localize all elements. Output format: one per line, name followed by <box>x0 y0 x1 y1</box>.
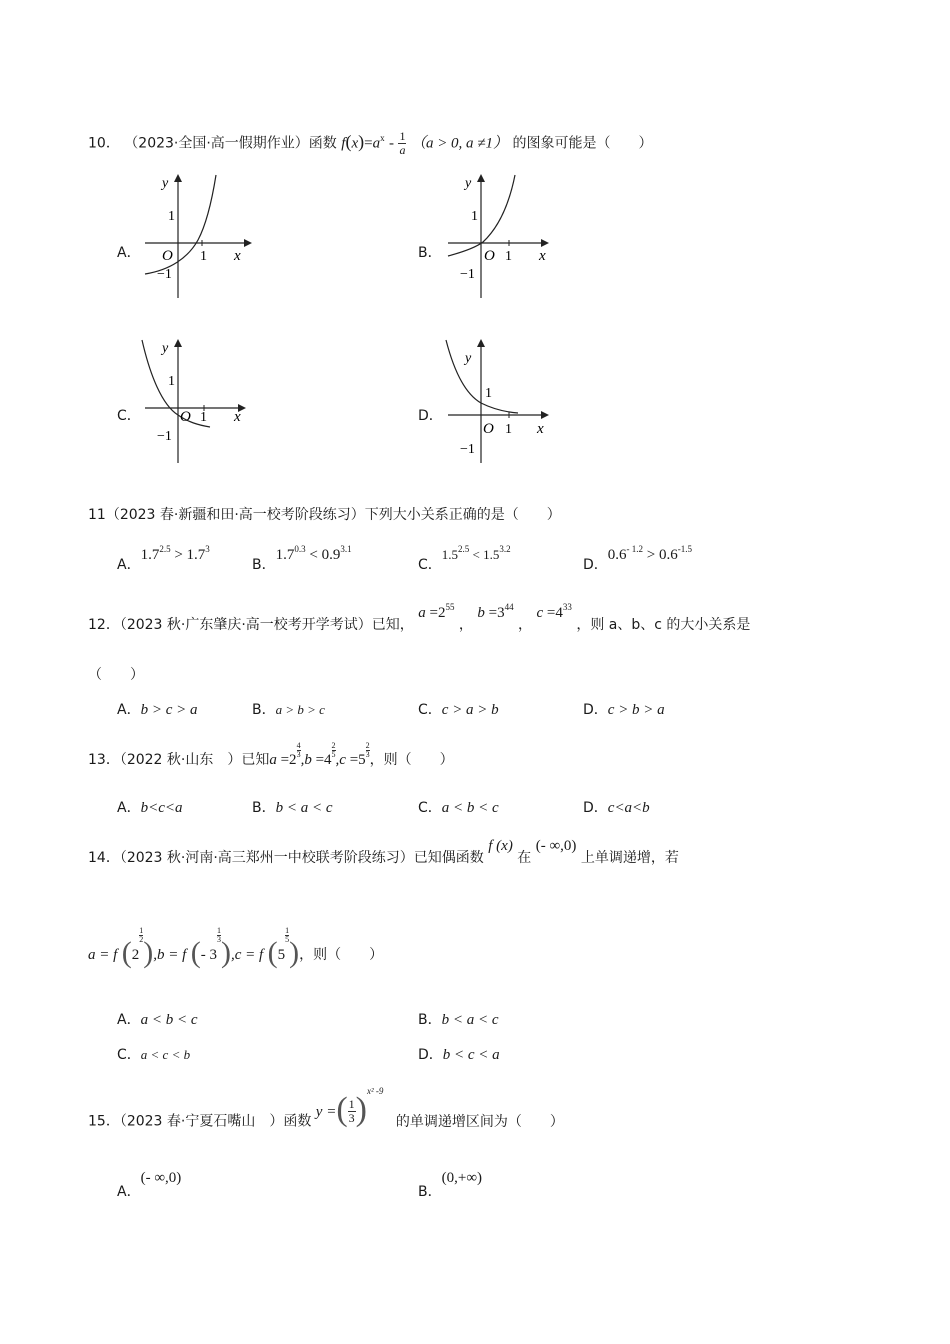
label-neg1: −1 <box>157 429 172 444</box>
q10-fraction <box>398 130 406 157</box>
q14-tail: 上单调递增，若 <box>580 850 679 866</box>
label-neg1: −1 <box>157 267 172 282</box>
q14-then: ，则（ ） <box>299 947 384 963</box>
q15-option-a-label: A． <box>117 1184 141 1200</box>
q15-tail: 的单调递增区间为（ ） <box>395 1113 564 1130</box>
q15-text: 15．（2023 春·宁夏石嘴山 ）函数 <box>88 1113 312 1130</box>
q10-graph-c[interactable] <box>140 335 255 465</box>
q11-stem: 11（2023 春·新疆和田·高一校考阶段练习）下列大小关系正确的是（ ） <box>88 507 561 523</box>
exp1: 2.5 <box>458 544 470 554</box>
q10-eq: = <box>364 135 373 152</box>
q15-option-b-label: B． <box>418 1184 442 1200</box>
exp1: 0.3 <box>294 544 306 554</box>
q12-option-b-label: B． <box>252 702 276 718</box>
q14-stem <box>88 838 679 868</box>
q14-b-base: - 3 <box>200 947 217 963</box>
label-y: y <box>465 176 472 191</box>
q15-option-a[interactable] <box>117 1168 182 1200</box>
q14-in: 在 <box>517 850 532 866</box>
q12-b-exp: 44 <box>504 602 514 612</box>
q11-option-a[interactable] <box>117 544 210 573</box>
q13-a-exp-den: 3 <box>296 750 301 759</box>
q12-c-var: c <box>536 605 544 621</box>
q12-option-c-label: C． <box>418 702 442 718</box>
q10-option-b-label[interactable]: B． <box>418 245 442 261</box>
q13-option-a-expr: b<c<a <box>140 800 183 816</box>
q13-c-exp-den: 3 <box>365 750 370 759</box>
q15-option-b[interactable] <box>418 1168 483 1200</box>
q13-option-d[interactable] <box>583 798 650 818</box>
q14-option-b-label: B． <box>418 1012 442 1028</box>
label-1y: 1 <box>485 386 492 401</box>
q10-option-d-label[interactable]: D． <box>418 408 443 424</box>
q10-stem: 10． （2023·全国·高一假期作业）函数 $f(x)=a^x$ - $\frac{1}{a}$ （a > 0, a ≠1） 的图象可能是（ ） <box>88 129 653 157</box>
q13-a-eq: =2 <box>276 752 297 768</box>
q10-func: f <box>341 135 346 152</box>
q10-option-a-label[interactable]: A． <box>117 245 141 261</box>
label-1x: 1 <box>200 249 207 264</box>
q12-option-d-label: D． <box>583 702 608 718</box>
q10-x: x <box>351 135 359 152</box>
y-axis-arrow-icon <box>477 339 485 347</box>
x-axis-arrow-icon <box>541 411 549 419</box>
q12-c-exp: 33 <box>562 602 572 612</box>
q13-option-c-label: C． <box>418 800 442 816</box>
q14-a-expr: a = f <box>88 947 118 963</box>
q13-option-b-label: B． <box>252 800 276 816</box>
q14-option-a[interactable] <box>117 1010 197 1030</box>
q10-graph-a[interactable] <box>140 170 255 300</box>
q15-fraction <box>348 1098 356 1125</box>
q12-b-var: b <box>477 605 485 621</box>
q13-option-d-label: D． <box>583 800 608 816</box>
q13-stem <box>88 741 454 770</box>
q12-a-exp: 55 <box>445 602 455 612</box>
label-neg1: −1 <box>460 267 475 282</box>
q13-a-var: a <box>269 752 277 768</box>
op: < <box>305 547 322 563</box>
base2: 0.9 <box>321 547 341 563</box>
q14-text: 14．（2023 秋·河南·高三郑州一中校联考阶段练习）已知偶函数 <box>88 850 484 866</box>
q10-number: 10． <box>88 135 120 152</box>
q12-option-c[interactable] <box>418 700 499 720</box>
label-x: x <box>234 409 241 425</box>
exp2: 3.1 <box>340 544 352 554</box>
q15-frac-num: 1 <box>348 1097 355 1111</box>
q13-c-eq: =5 <box>345 752 366 768</box>
q11-option-a-label: A． <box>117 557 141 573</box>
q14-a-base: 2 <box>131 947 140 963</box>
q14-option-b-expr: b < a < c <box>441 1012 499 1028</box>
q12-comma-2: ， <box>518 617 533 633</box>
q15-stem: 15．（2023 春·宁夏石嘴山 ）函数 y =( $\frac{1}{3}$ )$^{x^2 -9}$ 的单调递增区间为（ ） <box>88 1085 564 1130</box>
q12-option-b[interactable] <box>252 700 325 720</box>
exp2: -1.5 <box>677 544 692 554</box>
q10-frac-num: 1 <box>399 129 406 143</box>
q13-b-exp <box>332 742 336 759</box>
q14-b-expr: ,b = f <box>153 947 187 963</box>
op: > <box>170 547 187 563</box>
q13-option-d-expr: c<a<b <box>607 800 650 816</box>
label-neg1: −1 <box>460 442 475 457</box>
q14-c-base: 5 <box>277 947 286 963</box>
q12-option-a[interactable] <box>117 700 197 720</box>
q14-option-a-label: A． <box>117 1012 141 1028</box>
q15-option-b-expr: (0,+∞) <box>441 1170 483 1186</box>
q12-b-eq: =3 <box>484 605 505 621</box>
q12-text: 12．（2023 秋·广东肇庆·高一校考开学考试）已知， <box>88 617 414 633</box>
q14-option-c[interactable] <box>117 1045 190 1065</box>
q10-graph-b[interactable] <box>443 170 558 300</box>
q11-option-c-label: C． <box>418 557 442 573</box>
q14-func: f (x) <box>488 838 513 854</box>
q13-b-exp-den: 5 <box>331 750 336 759</box>
label-origin: O <box>483 421 494 437</box>
q13-a-exp-num: 4 <box>296 741 301 750</box>
q12-option-b-expr: a > b > c <box>275 702 325 717</box>
exp2: 3 <box>205 544 210 554</box>
q12-option-c-expr: c > a > b <box>441 702 499 718</box>
q10-graph-d[interactable] <box>443 335 558 465</box>
q15-y-eq: y = <box>315 1103 337 1120</box>
q10-source: （2023·全国·高一假期作业）函数 <box>124 135 337 152</box>
q15-exp: x² -9 <box>366 1085 384 1096</box>
q13-c-exp <box>366 742 370 759</box>
q13-c-exp-num: 2 <box>365 741 370 750</box>
exp1: - 1.2 <box>626 544 644 554</box>
q13-c-var: ,c <box>335 752 346 768</box>
label-x: x <box>539 248 546 264</box>
base2: 1.5 <box>483 547 500 562</box>
q13-option-a[interactable] <box>117 798 182 818</box>
exp1: 2.5 <box>159 544 171 554</box>
q10-a: a <box>372 135 381 152</box>
label-1y: 1 <box>168 209 175 224</box>
q14-a-exp-num: 1 <box>139 926 144 935</box>
label-x: x <box>537 421 544 437</box>
base1: 1.5 <box>441 547 459 562</box>
q14-c-exp-den: 5 <box>285 935 290 944</box>
base2: 1.7 <box>186 547 206 563</box>
base2: 0.6 <box>659 547 678 563</box>
base1: 1.7 <box>140 547 160 563</box>
label-1x: 1 <box>505 249 512 264</box>
label-y: y <box>162 176 169 191</box>
label-origin: O <box>484 248 495 264</box>
q14-b-exp-num: 1 <box>217 926 221 935</box>
q14-c-exp-num: 1 <box>285 926 290 935</box>
q12-stem <box>88 602 751 636</box>
q12-option-a-expr: b > c > a <box>140 702 198 718</box>
q13-option-c[interactable] <box>418 798 499 818</box>
exp2: 3.2 <box>499 544 511 554</box>
label-x: x <box>234 248 241 264</box>
q11-option-d-label: D． <box>583 557 608 573</box>
q13-option-b-expr: b < a < c <box>275 800 333 816</box>
q11-option-b[interactable] <box>252 544 352 573</box>
q14-option-c-expr: a < c < b <box>140 1047 191 1062</box>
q12-tail: ，则 a、b、c 的大小关系是 <box>576 617 751 633</box>
base1: 1.7 <box>275 547 295 563</box>
q12-option-a-label: A． <box>117 702 141 718</box>
op: > <box>643 547 659 563</box>
q10-sup-x: x <box>380 132 385 143</box>
q12-c-eq: =4 <box>543 605 563 621</box>
q14-option-d[interactable] <box>418 1045 500 1065</box>
q10-minus: - <box>389 135 395 152</box>
q10-tail: 的图象可能是（ ） <box>512 135 653 152</box>
curve-d <box>446 340 518 413</box>
base1: 0.6 <box>607 547 627 563</box>
q13-option-b[interactable] <box>252 798 333 818</box>
q14-option-b[interactable] <box>418 1010 499 1030</box>
x-axis-arrow-icon <box>244 239 252 247</box>
label-y: y <box>465 351 472 366</box>
q11-option-d[interactable] <box>583 544 692 573</box>
q14-definitions: a = f (2 $\frac{1}{2}$ ),b = f (- 3 $\frac{1}{3}$ ),c = f (5 $\frac{1}{5}$ )，则（ ） <box>88 926 384 969</box>
q12-option-d-expr: c > b > a <box>607 702 665 718</box>
q12-a-var: a <box>418 605 426 621</box>
label-1x: 1 <box>200 410 207 425</box>
q13-option-a-label: A． <box>117 800 141 816</box>
q13-text: 13．（2022 秋·山东 ）已知 <box>88 752 270 768</box>
q13-option-c-expr: a < b < c <box>441 800 499 816</box>
q11-option-b-label: B． <box>252 557 276 573</box>
q14-option-d-label: D． <box>418 1047 443 1063</box>
q12-a-eq: =2 <box>425 605 446 621</box>
q14-interval: (- ∞,0) <box>535 838 577 854</box>
q12-paren: （ ） <box>88 667 144 683</box>
q13-a-exp <box>297 742 301 759</box>
q14-option-c-label: C． <box>117 1047 141 1063</box>
q13-tail: ，则（ ） <box>369 752 454 768</box>
q12-comma-1: ， <box>458 617 473 633</box>
label-origin: O <box>162 248 173 264</box>
q14-a-exp-den: 2 <box>139 935 144 944</box>
q12-option-d[interactable] <box>583 700 665 720</box>
q13-b-exp-num: 2 <box>331 741 336 750</box>
q14-c-expr: ,c = f <box>231 947 264 963</box>
q13-b-eq: =4 <box>311 752 332 768</box>
label-1y: 1 <box>471 209 478 224</box>
q14-option-a-expr: a < b < c <box>140 1012 198 1028</box>
x-axis-arrow-icon <box>541 239 549 247</box>
y-axis-arrow-icon <box>174 339 182 347</box>
q15-frac-den: 3 <box>348 1111 355 1125</box>
y-axis-arrow-icon <box>477 174 485 182</box>
q10-option-c-label[interactable]: C． <box>117 408 141 424</box>
q14-option-d-expr: b < c < a <box>442 1047 500 1063</box>
q10-condition: （a > 0, a ≠1） <box>410 135 509 152</box>
op: < <box>469 547 484 562</box>
label-1x: 1 <box>505 422 512 437</box>
q14-b-exp-den: 3 <box>217 935 221 944</box>
q15-option-a-expr: (- ∞,0) <box>140 1170 182 1186</box>
q13-b-var: ,b <box>300 752 312 768</box>
label-1y: 1 <box>168 374 175 389</box>
q11-option-c[interactable] <box>418 544 511 573</box>
label-origin: O <box>180 409 191 425</box>
y-axis-arrow-icon <box>174 174 182 182</box>
label-y: y <box>162 341 169 356</box>
q10-frac-den: a <box>399 143 406 157</box>
